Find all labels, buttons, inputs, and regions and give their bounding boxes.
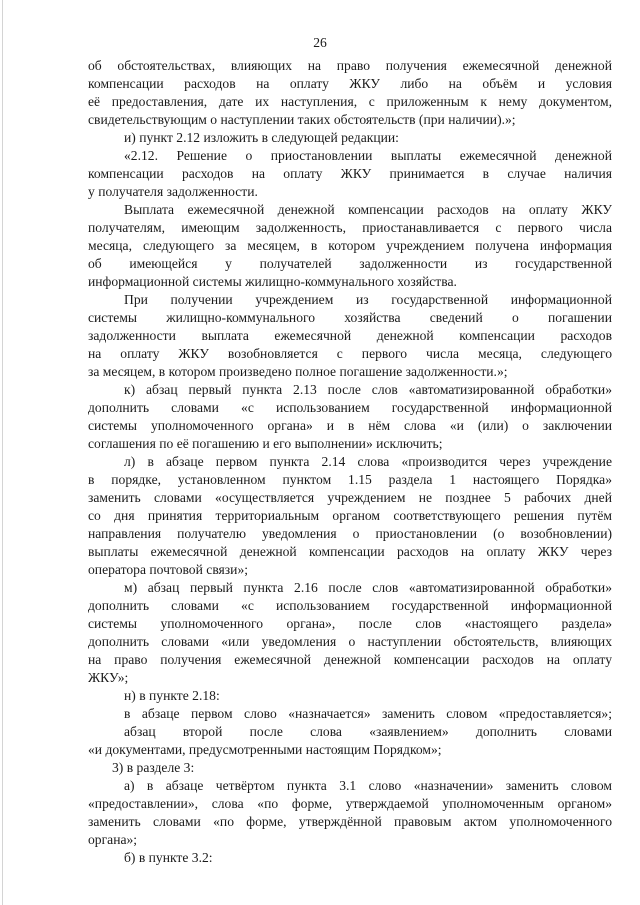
text-line: м) абзац первый пункта 2.16 после слов «автоматизированной обработки» [124, 580, 612, 595]
text-line: Выплата ежемесячной денежной компенсации расходов на оплату ЖКУ [124, 202, 612, 217]
text-line: свидетельствующим о наступлении таких обстоятельств (при наличии).»; [88, 112, 516, 127]
text-line: об имеющейся у получателей задолженности из государственной [88, 256, 612, 271]
text-line: заменить словами «по форме, утверждённой правовым актом уполномоченного [88, 814, 612, 829]
text-line: на право получения ежемесячной денежной компенсации расходов на оплату [88, 652, 612, 667]
text-line: дополнить словами «или уведомления о наступлении обстоятельств, влияющих [88, 634, 612, 649]
text-line: «предоставлении», слова «по форме, утверждаемой уполномоченным органом» [88, 796, 612, 811]
text-line: оператора почтовой связи»; [88, 562, 249, 577]
text-line: При получении учреждением из государственной информационной [124, 292, 612, 307]
text-line: информационной системы жилищно-коммунального хозяйства. [88, 274, 457, 289]
text-line: абзац второй после слова «заявлением» дополнить словами [124, 724, 612, 739]
text-line: выплаты ежемесячной денежной компенсации расходов на оплату ЖКУ через [88, 544, 612, 559]
text-line: со дня принятия территориальным органом соответствующего решения путём [88, 508, 612, 523]
text-line: и) пункт 2.12 изложить в следующей редакции: [124, 130, 399, 145]
text-line: «2.12. Решение о приостановлении выплаты ежемесячной денежной [124, 148, 612, 163]
text-line: заменить словами «осуществляется учреждением не позднее 5 рабочих дней [88, 490, 612, 505]
text-line: месяца, следующего за месяцем, в котором учреждением получена информация [88, 238, 612, 253]
text-line: к) абзац первый пункта 2.13 после слов «автоматизированной обработки» [124, 382, 612, 397]
text-line: системы уполномоченного органа», после слов «настоящего раздела» [88, 616, 612, 631]
text-line: направления получателю уведомления о приостановлении (о возобновлении) [88, 526, 612, 541]
text-line: задолженности выплата ежемесячной денежной компенсации расходов [88, 328, 612, 343]
text-line: системы уполномоченного органа» и в нём слова «и (или) о заключении [88, 418, 612, 433]
text-line: «и документами, предусмотренными настоящим Порядком»; [88, 742, 442, 757]
text-line: л) в абзаце первом пункта 2.14 слова «производится через учреждение [124, 454, 612, 469]
text-line: ЖКУ»; [88, 670, 129, 685]
text-line: соглашения по её погашению и его выполнении» исключить; [88, 436, 443, 451]
text-line: н) в пункте 2.18: [124, 688, 220, 703]
text-line: за месяцем, в котором произведено полное погашение задолженности.»; [88, 364, 508, 379]
text-line: дополнить словами «с использованием государственной информационной [88, 400, 612, 415]
page-edge-line [2, 0, 3, 905]
text-line: в порядке, установленном пунктом 1.15 раздела 1 настоящего Порядка» [88, 472, 612, 487]
text-line: системы жилищно-коммунального хозяйства сведений о погашении [88, 310, 612, 325]
text-line: компенсации расходов на оплату ЖКУ либо на объём и условия [88, 76, 612, 91]
page-number: 26 [313, 35, 327, 50]
text-line: у получателя задолженности. [88, 184, 258, 199]
text-line: об обстоятельствах, влияющих на право получения ежемесячной денежной [88, 58, 612, 73]
text-line: дополнить словами «с использованием государственной информационной [88, 598, 612, 613]
text-line: органа»; [88, 832, 138, 847]
text-line: компенсации расходов на оплату ЖКУ принимается в случае наличия [88, 166, 612, 181]
text-line: а) в абзаце четвёртом пункта 3.1 слово «назначении» заменить словом [124, 778, 612, 793]
text-line: в абзаце первом слово «назначается» заменить словом «предоставляется»; [124, 706, 612, 721]
text-line: 3) в разделе 3: [112, 760, 195, 775]
text-line: получателям, имеющим задолженность, приостанавливается с первого числа [88, 220, 612, 235]
text-line: на оплату ЖКУ возобновляется с первого числа месяца, следующего [88, 346, 612, 361]
text-line: её предоставления, дате их наступления, с приложенным к нему документом, [88, 94, 612, 109]
text-line: б) в пункте 3.2: [124, 850, 213, 865]
